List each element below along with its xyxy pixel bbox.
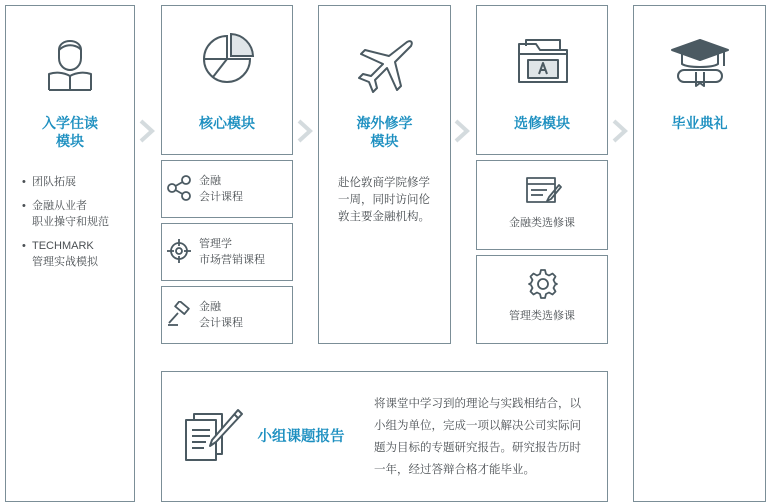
share-icon [166, 175, 192, 201]
graduation-cap-icon [668, 36, 732, 88]
module-elective [476, 5, 608, 155]
chevron-right-icon [295, 118, 315, 144]
group-report-panel [161, 371, 608, 502]
module-core [161, 5, 293, 155]
course-label: 金融 会计课程 [199, 301, 243, 329]
module-graduation [633, 5, 766, 502]
folder-icon [516, 36, 570, 86]
documents-pen-icon [182, 406, 244, 466]
gear-icon [527, 268, 559, 300]
course-card [161, 286, 293, 344]
module-title: 选修模块 [514, 115, 570, 131]
group-report-title: 小组课题报告 [257, 429, 345, 445]
course-label: 金融 会计课程 [199, 175, 243, 203]
module-enrollment [5, 5, 135, 502]
browser-edit-icon [525, 175, 563, 205]
elective-label: 管理类选修课 [509, 310, 575, 322]
airplane-icon [355, 38, 415, 94]
module-overseas [318, 5, 451, 344]
course-label: 管理学 市场营销课程 [199, 238, 265, 266]
course-card [161, 160, 293, 218]
module-title: 海外修学 模块 [356, 115, 413, 149]
module-title: 毕业典礼 [671, 115, 728, 131]
bullet-item: • TECHMARK 管理实战模拟 [22, 238, 109, 270]
target-crosshair-icon [166, 238, 192, 264]
gavel-icon [166, 301, 192, 327]
group-report-description: 将课堂中学习到的理论与实践相结合，以 小组为单位，完成一项以解决公司实际问 题为目标的专题研究报告。研究报告历时 一年，经过答辩合格才能毕业。 [374, 398, 581, 476]
elective-card [476, 160, 608, 250]
chevron-right-icon [610, 118, 630, 144]
module-title: 核心模块 [199, 115, 255, 131]
pie-chart-icon [201, 32, 255, 86]
course-card [161, 223, 293, 281]
student-reading-icon [45, 32, 95, 92]
elective-label: 金融类选修课 [509, 217, 575, 229]
module-description: 赴伦敦商学院修学 一周，同时访问伦 敦主要金融机构。 [338, 177, 430, 223]
bullet-item: • 金融从业者 职业操守和规范 [22, 198, 109, 230]
chevron-right-icon [452, 118, 472, 144]
bullet-item: • 团队拓展 [22, 174, 109, 190]
module-title: 入学住读 模块 [42, 115, 98, 149]
chevron-right-icon [137, 118, 157, 144]
bullet-list [22, 174, 109, 278]
elective-card [476, 255, 608, 344]
